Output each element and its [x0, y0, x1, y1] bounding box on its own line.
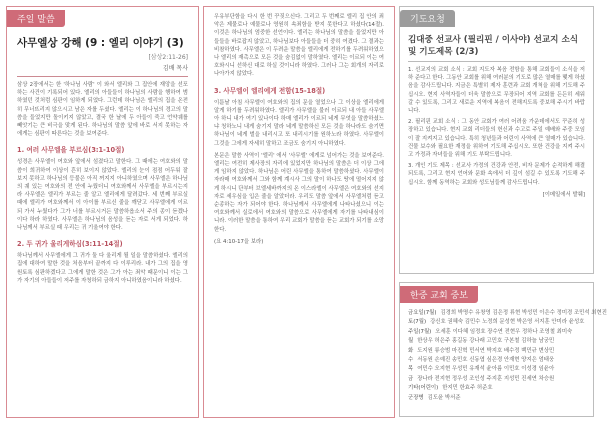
sermon-tab: 주일 말씀: [7, 10, 65, 27]
list-item: 월 한상우 허은주 홍길동 강나래 고민호 구본철 김하늘 남궁민: [408, 338, 555, 345]
news-source: [이메일에서 발췌]: [542, 191, 585, 198]
continued-paragraph: 우유부단함을 다시 한 번 꾸짖으신다. 그리고 두 번째로 엘리 집 안의 죄악은 제물로나 예물로나 영원히 속죄함을 받지 못한다고 하셨다(14절). 이것은 하나님의 엄중한 선언이다. 엘리는 하나님의 말씀을 들었지만 아들들을 바로잡지 않았고, 하나님보다 아들들을 더 중히 여겼다. 그 결과는 비참하였다. 사무엘은 이 두려운 말씀을 엘리에게 전하기를 두려워하였으나 엘리의 재촉으로 모든 것을 숨김없이 말하였다. 엘리는 이르되 이는 여호와시니 선하신 대로 하실 것이니라 하였다. 그러나 그는 회개의 자리로 나아가지 않았다.: [214, 14, 384, 78]
sermon-title: 사무엘상 강해 (9 : 엘리 이야기 (3): [17, 37, 184, 49]
divider: [17, 76, 188, 77]
sermon-continued-column: [203, 6, 395, 418]
list-item: 토(7월) 강신호 권혜숙 김민수 노정희 문성현 박은영 서지훈 안미라 윤성호: [408, 319, 585, 326]
sermon-column: [6, 6, 199, 418]
section-heading-1: 1. 여러 사무엘을 부르심(3:1-10절): [17, 146, 125, 155]
section-heading-3: 3. 사무엘이 엘리에게 전함(15-18절): [214, 86, 326, 95]
list-item: 금요일(7월) 김경희 박명수 유창영 김은정 류현 박성민 이은수 정미경 조민석 최현진: [408, 310, 607, 316]
sermon-author: 김배 목사: [162, 65, 188, 72]
list-item: 기타(어린이) 한지민 한효주 허준호: [408, 385, 493, 392]
section-body-2: 하나님께서 사무엘에게 그 귀가 둘 다 울리게 될 일을 말씀하셨다. 엘리의 집에 대하여 말한 것을 처음부터 끝까지 다 이루리라. 내가 그의 집을 영원토록 심판하겠다고 그에게 말한 것은 그가 아는 죄악 때문이니 이는 그가 자기의 아들들이 저주를 자청하되 금하지 아니하였음이니라 하셨다.: [17, 253, 188, 284]
list-item: 화 도지원 류승범 마진혁 민서연 박지호 배수정 백민규 변상민: [408, 347, 555, 354]
sermon-scripture-ref: [삼상2:11-26]: [148, 54, 188, 61]
intercession-tab: 한중 교회 중보: [400, 286, 478, 303]
prayer-request-tab: 기도요청: [400, 10, 455, 27]
news-item-1: 1. 선교지의 교회 소식 : 교회 지도자 복음 전함을 통해 교회들이 소식을 저하 준다고 한다. 그동안 교회를 위해 여러분의 기도로 많은 열매를 맺게 하셨음을 감사드립니다. 지금은 특별히 제자 훈련과 교회 개척을 위해 기도해 주십시오. 현지 사역자들이 더욱 말씀으로 무장되어 지역 교회를 든든히 세워갈 수 있도록, 그리고 새로운 지역에 복음이 전해지도록 중보해 주시기 바랍니다.: [408, 67, 585, 115]
missionary-news: [400, 66, 593, 198]
section-body-3: 이튿날 아침 사무엘이 여호와의 집의 문을 열었으나 그 이상을 엘리에게 알게 하기를 두려워하였다. 엘리가 사무엘을 불러 이르되 내 아들 사무엘아 하니 내가 여기 있나이다 하매 엘리가 이르되 네게 무엇을 말씀하셨느냐 청하노니 내게 숨기지 말라 네게 말씀하신 모든 것을 하나라도 숨기면 하나님이 네게 벌을 내리시고 또 내리시기를 원하노라 하였다. 사무엘이 그것을 그에게 자세히 말하고 조금도 숨기지 아니하였다.: [214, 99, 384, 147]
section-body-1: 성경은 사무엘이 여호와 앞에서 섬겼다고 말한다. 그 때에는 여호와의 말씀이 희귀하여 이상이 흔히 보이지 않았다. 엘리의 눈이 점점 어두워 잘 보지 못하고 하나님의 등불은 아직 꺼지지 아니하였으며 사무엘은 하나님의 궤 있는 여호와의 전 안에 누웠더니 여호와께서 사무엘을 부르시는지라 사무엘은 엘리가 부르는 줄 알고 엘리에게 달려갔다. 세 번째 부르실 때에 엘리가 여호와께서 이 아이를 부르신 줄을 깨닫고 사무엘에게 이르되 가서 누웠다가 그가 너를 부르시거든 말씀하옵소서 주의 종이 듣겠나이다 하라 하였다. 사무엘은 하나님의 음성을 듣는 자로 서게 되었다. 하나님께서 부르실 때 우리는 귀 기울여야 한다.: [17, 159, 188, 232]
prayer-request-box: [399, 6, 594, 274]
list-item: 목 여민수 오지현 우성민 유재석 윤아름 이민호 이성경 임윤아: [408, 366, 555, 373]
intercession-list: [408, 309, 607, 403]
intercession-box: [399, 282, 607, 417]
sermon-intro: 삼상 2장에서는 한 '하나님 사람' 이 와서 엘리와 그 집안에 재앙을 선포하는 사건이 기록되어 있다. 엘리의 아들들이 하나님의 사람을 행하여 범하였던 것처럼 심판이 임하게 되었다. 그런데 하나님은 엘리의 집을 온전히 무너뜨리지 않으시고 남은 자를 두셨다. 엘리는 이 하나님의 경고의 말씀을 들었지만 돌이키지 않았고, 결국 한 날에 두 아들이 죽고 언약궤를 빼앗기는 큰 비극을 맞게 된다. 하나님의 말씀 앞에 바로 서지 못하는 자에게는 심판이 따른다는 것을 보여준다.: [17, 82, 188, 138]
section-heading-2: 2. 두 귀가 울리게하심(3:11-14절): [17, 240, 123, 249]
list-item: 주일(7월) 오세훈 이다혜 임정호 장수연 전현우 정하나 조영철 최미숙: [408, 328, 573, 335]
list-item: 군장병 김도윤 박서준: [408, 394, 461, 401]
closing-paragraph: 본문은 말씀 사역이 '엘리' 에서 '사무엘' 에게로 넘어가는 것을 보여준다. 엘리는 여전히 제사장의 자리에 있었지만 하나님의 말씀은 더 이상 그에게 임하지 않았다. 하나님은 어린 사무엘을 통하여 말씀하셨다. 사무엘이 자라매 여호와께서 그와 함께 계시사 그의 말이 하나도 땅에 떨어지지 않게 하시니 단부터 브엘세바까지의 온 이스라엘이 사무엘은 여호와의 선지자로 세우심을 입은 줄을 알았더라. 우리도 말씀 앞에서 사무엘처럼 듣고 순종하는 자가 되어야 한다. 하나님께서 사무엘에게 나타나셨으니 이는 여호와께서 실로에서 여호와의 말씀으로 사무엘에게 자기를 나타내심이니라. 이러한 말씀을 통하여 우리 교회가 말씀을 듣는 교회가 되기를 소망한다.: [214, 152, 384, 233]
news-item-2: 2. 필리핀 교회 소식 : 그 동안 교회가 여러 어려움 가운데에서도 꾸준히 성장하고 있습니다. 현지 교회 리더들의 헌신과 수고로 주일 예배와 주중 모임이 잘 지켜지고 있습니다. 특히 청년들과 어린이 사역에 큰 열매가 있습니다. 건물 보수와 필요한 재정을 위하여 기도해 주십시오. 또한 건강을 지켜 주시고 가정과 자녀들을 위해 기도 부탁드립니다.: [408, 119, 585, 159]
prayer-column: [399, 6, 607, 418]
list-item: 수 서동원 손예진 송민호 신동엽 심은경 안재현 양지은 엄태웅: [408, 357, 555, 364]
divider: [408, 61, 585, 62]
list-item: 금 장나라 전지현 정우성 조인성 주지훈 지성민 진세연 차승원: [408, 375, 555, 382]
missionary-title: 김대중 선교사 (필리핀 / 이사야) 선교지 소식 및 기도제목 (2/3): [408, 35, 579, 57]
scripture-reference: (요 4:10-17을 보라): [214, 238, 264, 245]
news-item-3: 3. 개인 기도 제목 : 선교사 가정의 건강과 안전, 비자 문제가 순적하게 해결되도록, 그리고 현지 언어와 문화 속에서 더 깊이 섬길 수 있도록 기도해 주십시오. 함께 동역하는 교회와 성도님들께 감사드립니다.: [408, 163, 585, 186]
